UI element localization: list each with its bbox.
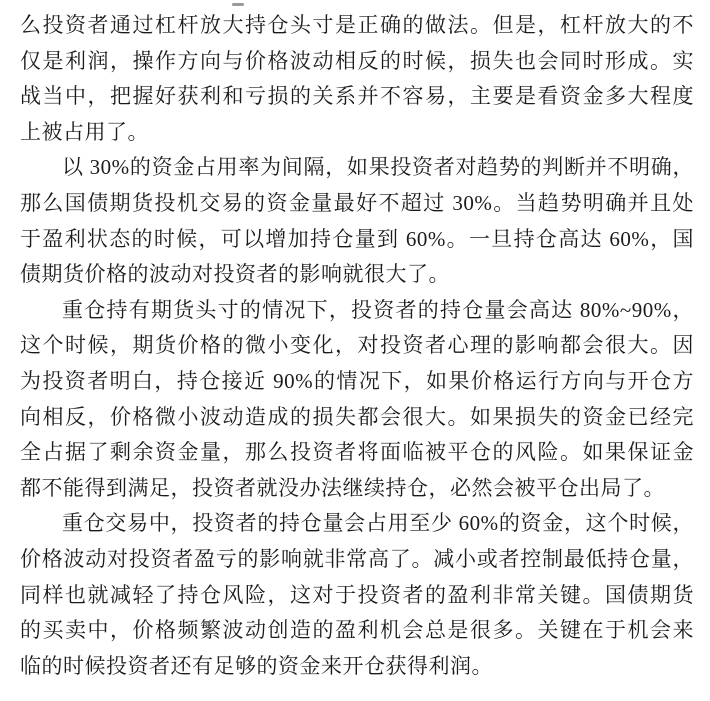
text-line: 于盈利状态的时候，可以增加持仓量到 60%。一旦持仓高达 60%，国 [20, 226, 694, 251]
text-line: 战当中，把握好获利和亏损的关系并不容易，主要是看资金多大程度 [20, 84, 694, 109]
text-line: 上被占用了。 [20, 119, 149, 144]
text-line: 重仓交易中，投资者的持仓量会占用至少 60%的资金，这个时候， [62, 511, 694, 536]
body-text [20, 8, 694, 684]
text-line: 临的时候投资者还有足够的资金来开仓获得利润。 [20, 653, 493, 678]
text-line: 那么国债期货投机交易的资金量最好不超过 30%。当趋势明确并且处 [20, 190, 694, 215]
text-line: 同样也就减轻了持仓风险，这对于投资者的盈利非常关键。国债期货 [20, 582, 694, 607]
scan-artifact-speck [232, 3, 244, 6]
text-line: 的买卖中，价格频繁波动创造的盈利机会总是很多。关键在于机会来 [20, 618, 694, 643]
text-line: 以 30%的资金占用率为间隔，如果投资者对趋势的判断并不明确， [62, 155, 694, 180]
text-line: 全占据了剩余资金量，那么投资者将面临被平仓的风险。如果保证金 [20, 440, 694, 465]
text-line: 为投资者明白，持仓接近 90%的情况下，如果价格运行方向与开仓方 [20, 368, 694, 393]
text-line: 重仓持有期货头寸的情况下，投资者的持仓量会高达 80%~90%， [62, 297, 694, 322]
text-line: 仅是利润，操作方向与价格波动相反的时候，损失也会同时形成。实 [20, 48, 694, 73]
text-line: 债期货价格的波动对投资者的影响就很大了。 [20, 262, 450, 287]
text-line: 都不能得到满足，投资者就没办法继续持仓，必然会被平仓出局了。 [20, 475, 665, 500]
text-line: 价格波动对投资者盈亏的影响就非常高了。减小或者控制最低持仓量， [20, 546, 694, 571]
text-line: 向相反，价格微小波动造成的损失都会很大。如果损失的资金已经完 [20, 404, 694, 429]
text-line: 这个时候，期货价格的微小变化，对投资者心理的影响都会很大。因 [20, 333, 694, 358]
text-line: 么投资者通过杠杆放大持仓头寸是正确的做法。但是，杠杆放大的不 [20, 13, 694, 37]
